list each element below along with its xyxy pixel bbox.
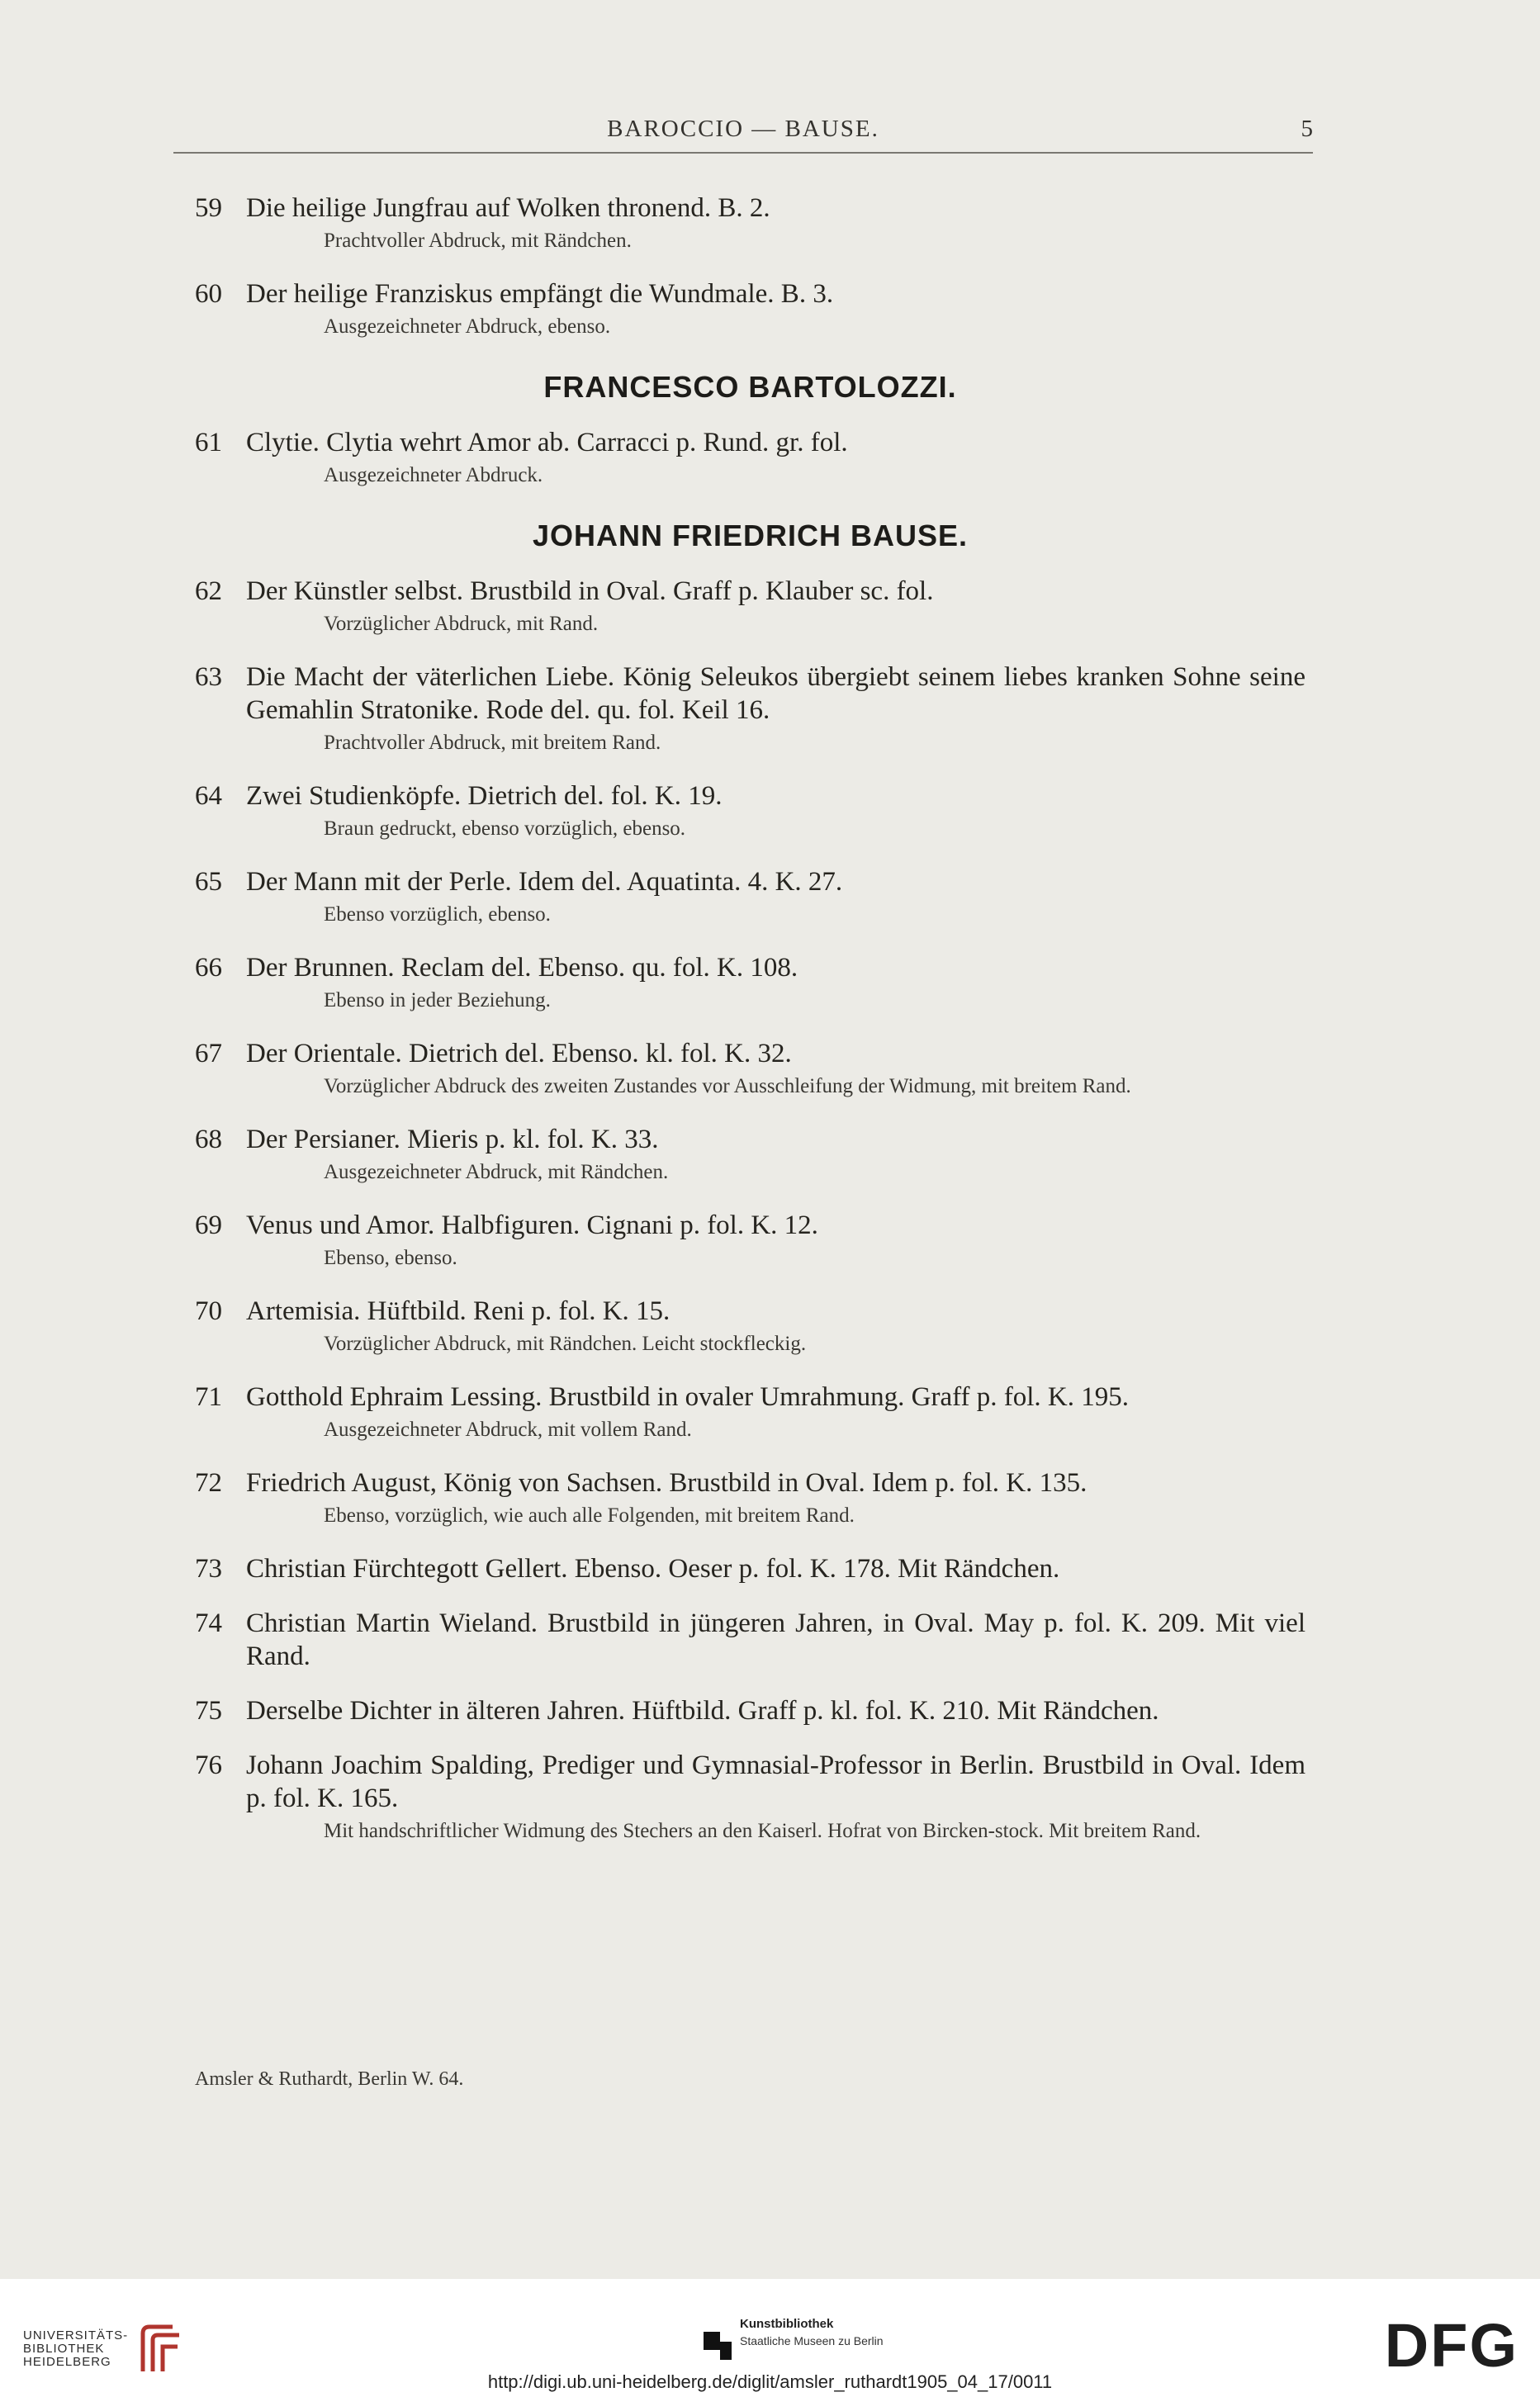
uni-line-2: BIBLIOTHEK (23, 2342, 105, 2356)
entry-title: Christian Martin Wieland. Brustbild in jüngeren Jahren, in Oval. May p. fol. K. 209. Mit viel Rand. (246, 1608, 1305, 1671)
entry-number: 62 (195, 576, 222, 606)
entry-main-line (195, 1466, 1305, 1499)
university-emblem-icon (136, 2322, 184, 2376)
entry-number: 71 (195, 1382, 222, 1412)
entry-number: 66 (195, 953, 222, 983)
entry-number: 76 (195, 1750, 222, 1780)
entry-number: 63 (195, 662, 222, 692)
entry-condition-note: Prachtvoller Abdruck, mit breitem Rand. (324, 732, 661, 754)
entry-number: 69 (195, 1210, 222, 1240)
entry-title: Christian Fürchtegott Gellert. Ebenso. Oeser p. fol. K. 178. Mit Rändchen. (246, 1554, 1060, 1584)
catalog-entry (195, 426, 1305, 490)
entry-title: Derselbe Dichter in älteren Jahren. Hüftbild. Graff p. kl. fol. K. 210. Mit Rändchen. (246, 1696, 1159, 1726)
page-number: 5 (1301, 116, 1313, 142)
entry-condition-note: Ebenso vorzüglich, ebenso. (324, 903, 551, 926)
entry-main-line (195, 1607, 1305, 1673)
entry-list-baroccio (195, 192, 1305, 342)
entry-number: 74 (195, 1608, 222, 1638)
entry-condition-note: Ebenso in jeder Beziehung. (324, 989, 551, 1011)
entry-title: Der heilige Franziskus empfängt die Wundmale. B. 3. (246, 279, 834, 309)
catalog-entry (195, 1123, 1305, 1187)
permalink-url[interactable]: http://digi.ub.uni-heidelberg.de/diglit/amsler_ruthardt1905_04_17/0011 (487, 2371, 1053, 2392)
entry-main-line (195, 575, 1305, 608)
entry-main-line (195, 192, 1305, 225)
catalog-entry (195, 1209, 1305, 1273)
entry-number: 72 (195, 1468, 222, 1498)
catalog-content (195, 192, 1305, 1868)
page-header (173, 116, 1313, 154)
entry-condition-note: Prachtvoller Abdruck, mit Rändchen. (324, 230, 632, 252)
university-library-text (23, 2329, 128, 2369)
section-heading-bause: JOHANN FRIEDRICH BAUSE. (532, 519, 969, 552)
kunstbibliothek-emblem-icon (704, 2324, 732, 2360)
publisher-imprint: Amsler & Ruthardt, Berlin W. 64. (195, 2068, 464, 2090)
entry-title: Artemisia. Hüftbild. Reni p. fol. K. 15. (246, 1296, 670, 1326)
entry-number: 59 (195, 193, 222, 223)
kunstbibliothek-name: Kunstbibliothek (740, 2317, 834, 2331)
entry-number: 73 (195, 1554, 222, 1584)
catalog-entry (195, 575, 1305, 639)
catalog-entry (195, 951, 1305, 1016)
entry-main-line (195, 1295, 1305, 1328)
entry-condition-note: Mit handschriftlicher Widmung des Stechers an den Kaiserl. Hofrat von Bircken-stock. Mit breitem Rand. (324, 1820, 1201, 1842)
kunstbibliothek-subtitle: Staatliche Museen zu Berlin (740, 2334, 884, 2347)
viewer-footer (0, 2279, 1540, 2397)
catalog-entry (195, 277, 1305, 342)
entry-condition-note: Ausgezeichneter Abdruck, mit Rändchen. (324, 1161, 669, 1183)
entry-main-line (195, 779, 1305, 812)
entry-main-line (195, 1749, 1305, 1815)
entry-list-bartolozzi (195, 426, 1305, 490)
catalog-entry (195, 1381, 1305, 1445)
entry-condition-note: Vorzüglicher Abdruck des zweiten Zustandes vor Ausschleifung der Widmung, mit breitem Rand. (324, 1075, 1131, 1097)
entry-number: 61 (195, 428, 222, 457)
section-heading-bartolozzi: FRANCESCO BARTOLOZZI. (543, 370, 957, 404)
entry-condition-note: Ebenso, vorzüglich, wie auch alle Folgenden, mit breitem Rand. (324, 1504, 855, 1527)
catalog-entry (195, 1607, 1305, 1673)
entry-main-line (195, 1694, 1305, 1727)
entry-title: Der Mann mit der Perle. Idem del. Aquatinta. 4. K. 27. (246, 867, 843, 897)
entry-title: Venus und Amor. Halbfiguren. Cignani p. fol. K. 12. (246, 1210, 818, 1240)
entry-number: 64 (195, 781, 222, 811)
entry-condition-note: Ausgezeichneter Abdruck, ebenso. (324, 315, 611, 338)
catalog-entry (195, 1694, 1305, 1727)
entry-main-line (195, 277, 1305, 310)
uni-line-3: HEIDELBERG (23, 2355, 111, 2369)
entry-condition-note: Braun gedruckt, ebenso vorzüglich, ebenso. (324, 817, 686, 840)
entry-title: Gotthold Ephraim Lessing. Brustbild in ovaler Umrahmung. Graff p. fol. K. 195. (246, 1382, 1129, 1412)
running-title: BAROCCIO — BAUSE. (607, 116, 879, 142)
entry-main-line (195, 951, 1305, 984)
entry-title: Johann Joachim Spalding, Prediger und Gymnasial-Professor in Berlin. Brustbild in Oval. Idem p. fol. K. 165. (246, 1750, 1305, 1813)
catalog-entry (195, 1466, 1305, 1531)
catalog-entry (195, 865, 1305, 930)
entry-number: 75 (195, 1696, 222, 1726)
catalog-entry (195, 1749, 1305, 1846)
entry-title: Der Künstler selbst. Brustbild in Oval. Graff p. Klauber sc. fol. (246, 576, 934, 606)
entry-main-line (195, 1552, 1305, 1585)
entry-title: Clytie. Clytia wehrt Amor ab. Carracci p. Rund. gr. fol. (246, 428, 848, 457)
entry-main-line (195, 661, 1305, 727)
entry-number: 70 (195, 1296, 222, 1326)
catalog-entry (195, 1037, 1305, 1101)
entry-main-line (195, 865, 1305, 898)
entry-list-bause (195, 575, 1305, 1846)
catalog-entry (195, 661, 1305, 758)
entry-condition-note: Vorzüglicher Abdruck, mit Rändchen. Leicht stockfleckig. (324, 1333, 807, 1355)
entry-condition-note: Vorzüglicher Abdruck, mit Rand. (324, 613, 599, 635)
entry-main-line (195, 1381, 1305, 1414)
entry-title: Die Macht der väterlichen Liebe. König Seleukos übergiebt seinem liebes kranken Sohne seine Gemahlin Stratonike. Rode del. qu. fol. Keil 16. (246, 662, 1305, 725)
entry-number: 67 (195, 1039, 222, 1068)
entry-main-line (195, 1209, 1305, 1242)
entry-title: Der Orientale. Dietrich del. Ebenso. kl. fol. K. 32. (246, 1039, 792, 1068)
entry-title: Der Persianer. Mieris p. kl. fol. K. 33. (246, 1125, 659, 1154)
entry-title: Zwei Studienköpfe. Dietrich del. fol. K. 19. (246, 781, 723, 811)
uni-line-1: UNIVERSITÄTS- (23, 2328, 129, 2343)
dfg-logo[interactable]: DFG (1384, 2311, 1519, 2380)
entry-title: Der Brunnen. Reclam del. Ebenso. qu. fol. K. 108. (246, 953, 798, 983)
catalog-entry (195, 779, 1305, 844)
entry-number: 65 (195, 867, 222, 897)
entry-number: 68 (195, 1125, 222, 1154)
catalog-entry (195, 1552, 1305, 1585)
kunstbibliothek-logo[interactable] (704, 2317, 884, 2360)
entry-main-line (195, 426, 1305, 459)
entry-condition-note: Ausgezeichneter Abdruck, mit vollem Rand. (324, 1419, 692, 1441)
entry-title: Friedrich August, König von Sachsen. Brustbild in Oval. Idem p. fol. K. 135. (246, 1468, 1087, 1498)
entry-number: 60 (195, 279, 222, 309)
entry-condition-note: Ausgezeichneter Abdruck. (324, 464, 543, 486)
entry-main-line (195, 1123, 1305, 1156)
entry-condition-note: Ebenso, ebenso. (324, 1247, 457, 1269)
catalog-entry (195, 1295, 1305, 1359)
entry-main-line (195, 1037, 1305, 1070)
entry-title: Die heilige Jungfrau auf Wolken thronend. B. 2. (246, 193, 770, 223)
catalog-entry (195, 192, 1305, 256)
university-library-logo[interactable] (23, 2322, 184, 2376)
